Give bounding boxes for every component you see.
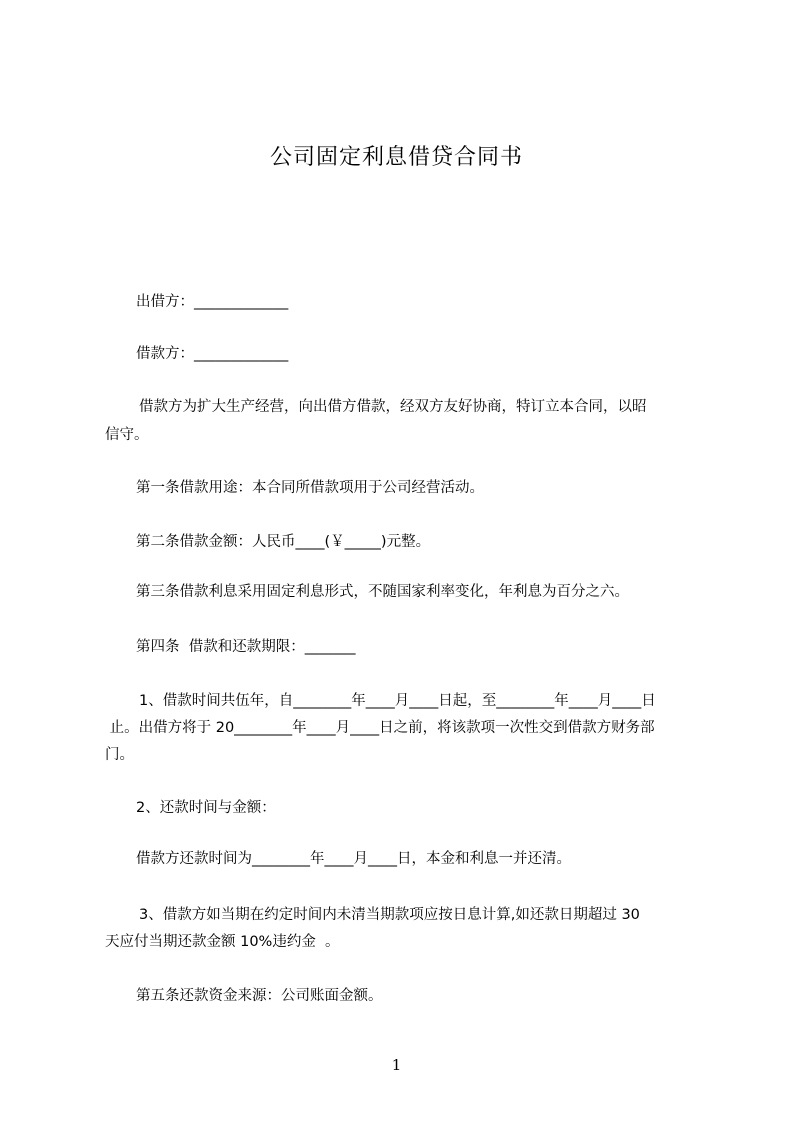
item-3-line-1: 3、借款方如当期在约定时间内未清当期款项应按日息计算,如还款日期超过 30 [139,907,640,923]
article-1: 第一条借款用途：本合同所借款项用于公司经营活动。 [136,480,484,496]
article-2: 第二条借款金额：人民币____(￥_____)元整。 [136,534,431,550]
article-5: 第五条还款资金来源：公司账面金额。 [136,988,383,1004]
lender-field: 出借方：_____________ [136,294,289,310]
article-4: 第四条 借款和还款期限：_______ [136,639,356,655]
item-2-heading: 2、还款时间与金额： [136,800,276,816]
item-1-line-1: 1、借款时间共伍年，自________年____月____日起，至________年____月____日 [139,693,656,709]
document-title: 公司固定利息借贷合同书 [269,145,523,170]
preamble-line-2: 信守。 [105,427,149,443]
page-number: 1 [391,1056,402,1074]
preamble-line-1: 借款方为扩大生产经营，向出借方借款，经双方友好协商，特订立本合同，以昭 [139,399,647,415]
item-1-line-3: 门。 [105,747,134,763]
article-3: 第三条借款利息采用固定利息形式，不随国家利率变化，年利息为百分之六。 [136,584,629,600]
item-3-line-2: 天应付当期还款金额 10%违约金 。 [105,934,340,950]
borrower-field: 借款方：_____________ [136,346,289,362]
item-1-line-2: 止。出借方将于 20________年____月____日之前，将该款项一次性交到借款方财务部 [105,720,655,736]
item-2-text: 借款方还款时间为________年____月____日，本金和利息一并还清。 [136,851,571,867]
